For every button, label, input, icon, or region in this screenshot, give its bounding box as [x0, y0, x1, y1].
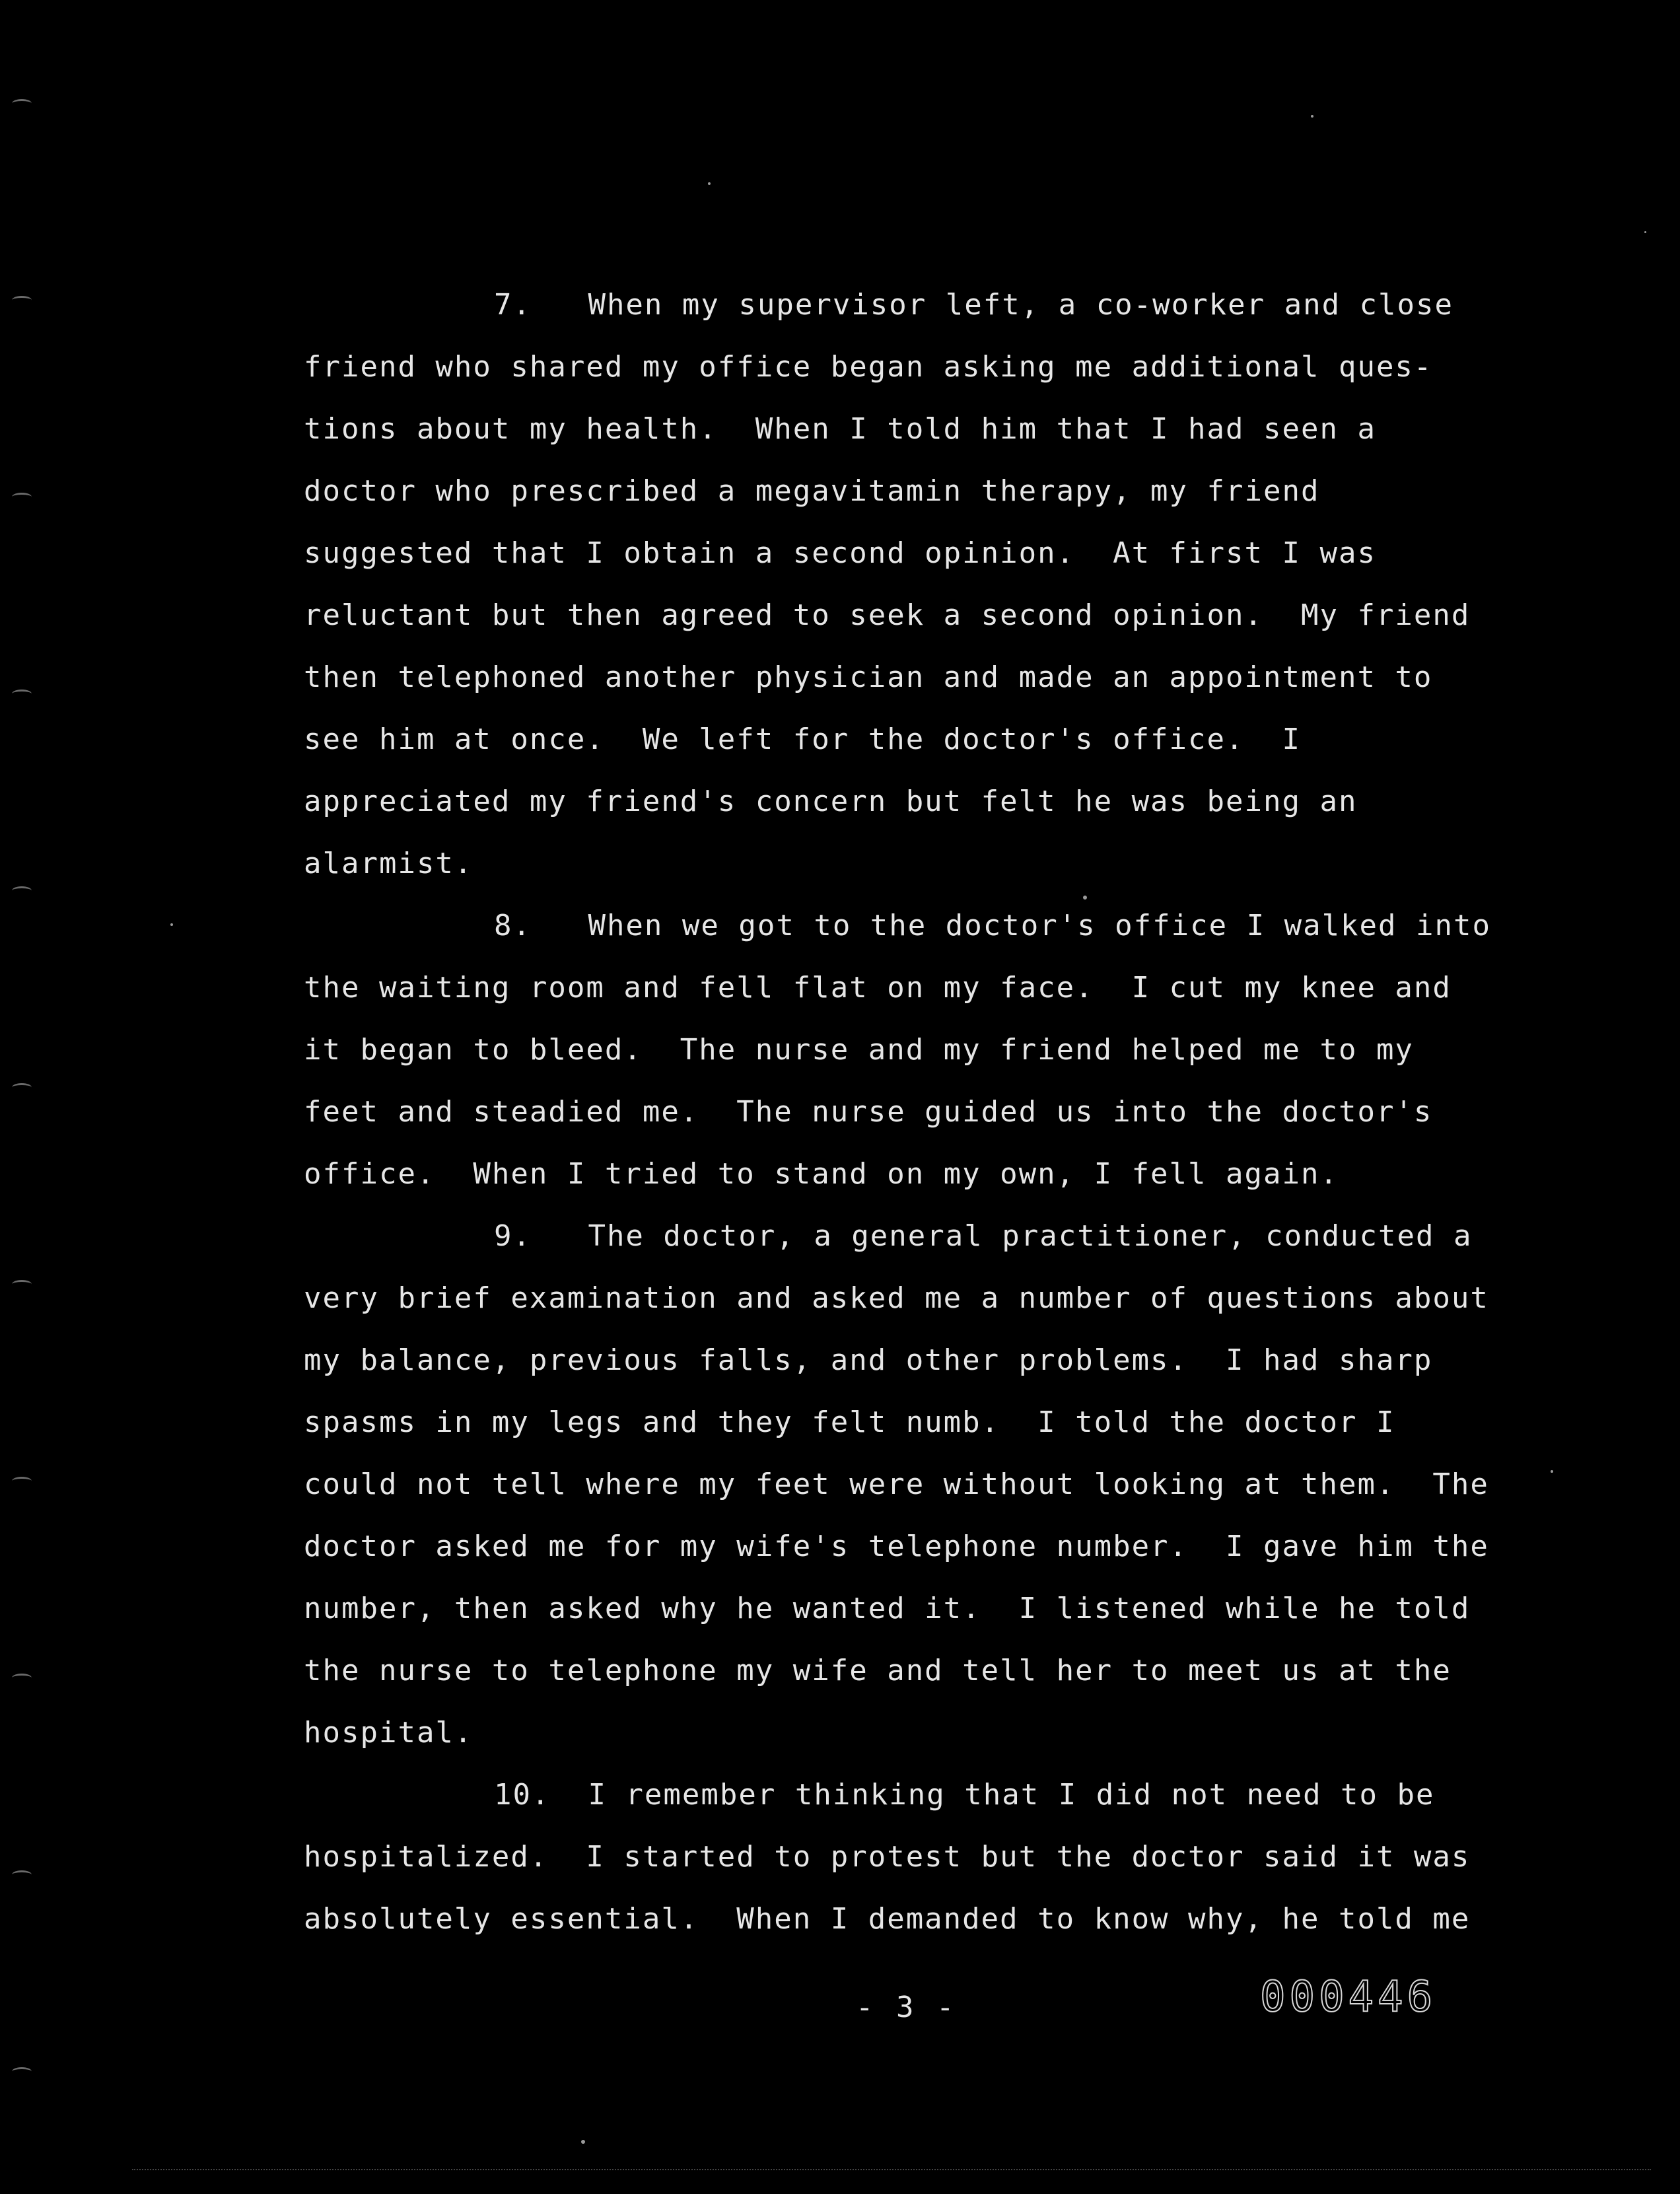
text-line: doctor who prescribed a megavitamin therapy, my friend: [304, 474, 1320, 508]
scan-edge-mark: [12, 1280, 32, 1289]
text-line: 9. The doctor, a general practitioner, conducted a: [494, 1219, 1473, 1253]
scan-speck: [708, 182, 711, 185]
bates-number: 000446: [1260, 1973, 1437, 2022]
scan-edge-mark: [12, 493, 32, 501]
scan-edge-mark: [12, 1477, 32, 1485]
text-line: appreciated my friend's concern but felt he was being an: [304, 785, 1358, 818]
scan-edge-mark: [12, 99, 32, 108]
text-line: reluctant but then agreed to seek a second opinion. My friend: [304, 598, 1471, 632]
scan-edge-mark: [12, 886, 32, 895]
text-line: 10. I remember thinking that I did not need to be: [494, 1778, 1435, 1812]
scan-edge-mark: [12, 296, 32, 304]
scan-edge-mark: [12, 1083, 32, 1092]
text-line: 7. When my supervisor left, a co-worker and close: [494, 288, 1454, 322]
text-line: very brief examination and asked me a number of questions about: [304, 1281, 1489, 1315]
scan-edge-mark: [12, 1674, 32, 1682]
text-line: doctor asked me for my wife's telephone number. I gave him the: [304, 1530, 1489, 1563]
text-line: number, then asked why he wanted it. I listened while he told: [304, 1592, 1471, 1625]
text-line: hospital.: [304, 1716, 473, 1750]
text-line: spasms in my legs and they felt numb. I told the doctor I: [304, 1405, 1395, 1439]
text-line: it began to bleed. The nurse and my friend helped me to my: [304, 1033, 1414, 1067]
scan-speck: [1644, 231, 1646, 233]
scan-edge-mark: [12, 690, 32, 698]
text-line: tions about my health. When I told him that I had seen a: [304, 412, 1376, 446]
text-line: absolutely essential. When I demanded to know why, he told me: [304, 1902, 1471, 1936]
scan-speck: [170, 923, 173, 926]
text-line: hospitalized. I started to protest but the doctor said it was: [304, 1840, 1471, 1874]
scan-speck: [1083, 896, 1087, 900]
scan-speck: [1311, 115, 1313, 118]
scan-speck: [581, 2140, 585, 2144]
text-line: the waiting room and fell flat on my face. I cut my knee and: [304, 971, 1452, 1005]
text-line: office. When I tried to stand on my own, I fell again.: [304, 1157, 1339, 1191]
text-line: suggested that I obtain a second opinion. At first I was: [304, 536, 1376, 570]
scan-speck: [1551, 1470, 1553, 1473]
text-line: then telephoned another physician and made an appointment to: [304, 660, 1433, 694]
text-line: friend who shared my office began asking me additional ques-: [304, 350, 1433, 384]
text-line: my balance, previous falls, and other problems. I had sharp: [304, 1343, 1433, 1377]
page-number: - 3 -: [856, 1991, 957, 2024]
text-line: could not tell where my feet were without looking at them. The: [304, 1468, 1489, 1501]
scan-edge-mark: [12, 1870, 32, 1879]
text-line: feet and steadied me. The nurse guided us into the doctor's: [304, 1095, 1433, 1129]
text-line: alarmist.: [304, 847, 473, 880]
scan-bottom-edge: [132, 2169, 1651, 2170]
text-line: the nurse to telephone my wife and tell her to meet us at the: [304, 1654, 1452, 1687]
text-line: see him at once. We left for the doctor's office. I: [304, 723, 1301, 756]
scan-edge-mark: [12, 2067, 32, 2076]
text-line: 8. When we got to the doctor's office I walked into: [494, 909, 1491, 942]
